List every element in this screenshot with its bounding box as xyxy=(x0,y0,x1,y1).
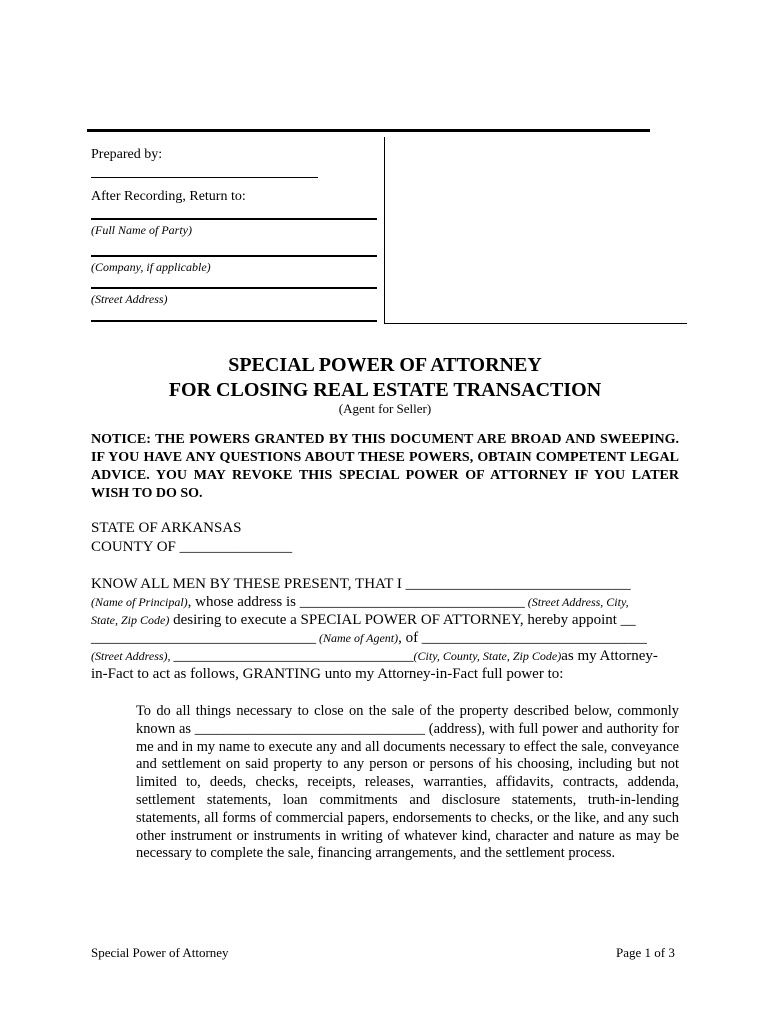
name-of-principal-caption: (Name of Principal) xyxy=(91,595,188,609)
principal-text: KNOW ALL MEN BY THESE PRESENT, THAT I ______________________________ xyxy=(91,576,631,592)
full-name-line[interactable] xyxy=(91,218,377,220)
document-title-line2: FOR CLOSING REAL ESTATE TRANSACTION xyxy=(168,379,602,401)
full-name-caption: (Full Name of Party) xyxy=(91,223,192,237)
city-county-caption: (City, County, State, Zip Code) xyxy=(413,649,562,663)
agent-blank: ______________________________ xyxy=(91,630,316,646)
appoint-text: desiring to execute a SPECIAL POWER OF ATTORNEY, hereby appoint __ xyxy=(169,612,636,628)
street-caption: (Street Address) xyxy=(91,292,168,306)
street-line[interactable] xyxy=(91,287,377,289)
principal-line-3 xyxy=(91,611,681,629)
address-text: , whose address is ______________________________ xyxy=(187,594,525,610)
prepared-by-line[interactable] xyxy=(91,177,318,178)
company-line[interactable] xyxy=(91,255,377,257)
attorney-text: as my Attorney- xyxy=(561,648,658,664)
notice-paragraph: NOTICE: THE POWERS GRANTED BY THIS DOCUMENT ARE BROAD AND SWEEPING. IF YOU HAVE ANY QUESTIONS ABOUT THESE POWERS, OBTAIN COMPETENT LEGAL ADVICE. YOU MAY REVOKE THIS SPECIAL POWER OF ATTORNEY IF YOU LATER WISH TO DO SO. xyxy=(91,432,679,501)
top-rule xyxy=(87,129,650,132)
after-recording-label: After Recording, Return to: xyxy=(91,189,246,204)
principal-line-6 xyxy=(91,665,681,683)
county-line: COUNTY OF _______________ xyxy=(91,539,293,555)
company-caption: (Company, if applicable) xyxy=(91,260,211,274)
recording-box-bottom-rule xyxy=(385,323,687,324)
principal-line-2 xyxy=(91,593,681,611)
principal-line-5 xyxy=(91,647,681,665)
agent-street-caption: (Street Address), xyxy=(91,649,174,663)
principal-line-4 xyxy=(91,629,681,647)
agent-city-blank: ________________________________ xyxy=(173,648,414,664)
footer-document-name: Special Power of Attorney xyxy=(91,945,229,960)
principal-line-1 xyxy=(91,575,681,593)
granting-text: in-Fact to act as follows, GRANTING unto my Attorney-in-Fact full power to: xyxy=(91,666,564,682)
document-title-line1: SPECIAL POWER OF ATTORNEY xyxy=(228,354,542,376)
powers-paragraph: To do all things necessary to close on the sale of the property described below, commonly known as ________________________________ (address), with full power and authority for me and in my name to execute any and all documents necessary to effect the sale, conveyance and settlement on said property to any person or persons of his choosing, including but not limited to, deeds, checks, receipts, releases, warranties, affidavits, contracts, addenda, settlement statements, loan commitments and disclosure statements, truth-in-lending statements, all forms of commercial papers, endorsements to checks, or the like, and any such other instrument or instruments in writing of whatever kind, character and nature as may be necessary to complete the sale, financing arrangements, and the settlement process. xyxy=(136,703,679,862)
header-divider xyxy=(384,137,385,324)
prepared-by-label: Prepared by: xyxy=(91,147,163,162)
street-city-caption: (Street Address, City, xyxy=(524,595,629,609)
state-zip-caption: State, Zip Code) xyxy=(91,613,170,627)
city-line[interactable] xyxy=(91,320,377,322)
agent-of-text: , of ______________________________ xyxy=(398,630,647,646)
document-subtitle: (Agent for Seller) xyxy=(338,401,432,416)
state-line: STATE OF ARKANSAS xyxy=(91,520,242,536)
name-of-agent-caption: (Name of Agent) xyxy=(316,631,399,645)
footer-page-number: Page 1 of 3 xyxy=(616,945,675,960)
